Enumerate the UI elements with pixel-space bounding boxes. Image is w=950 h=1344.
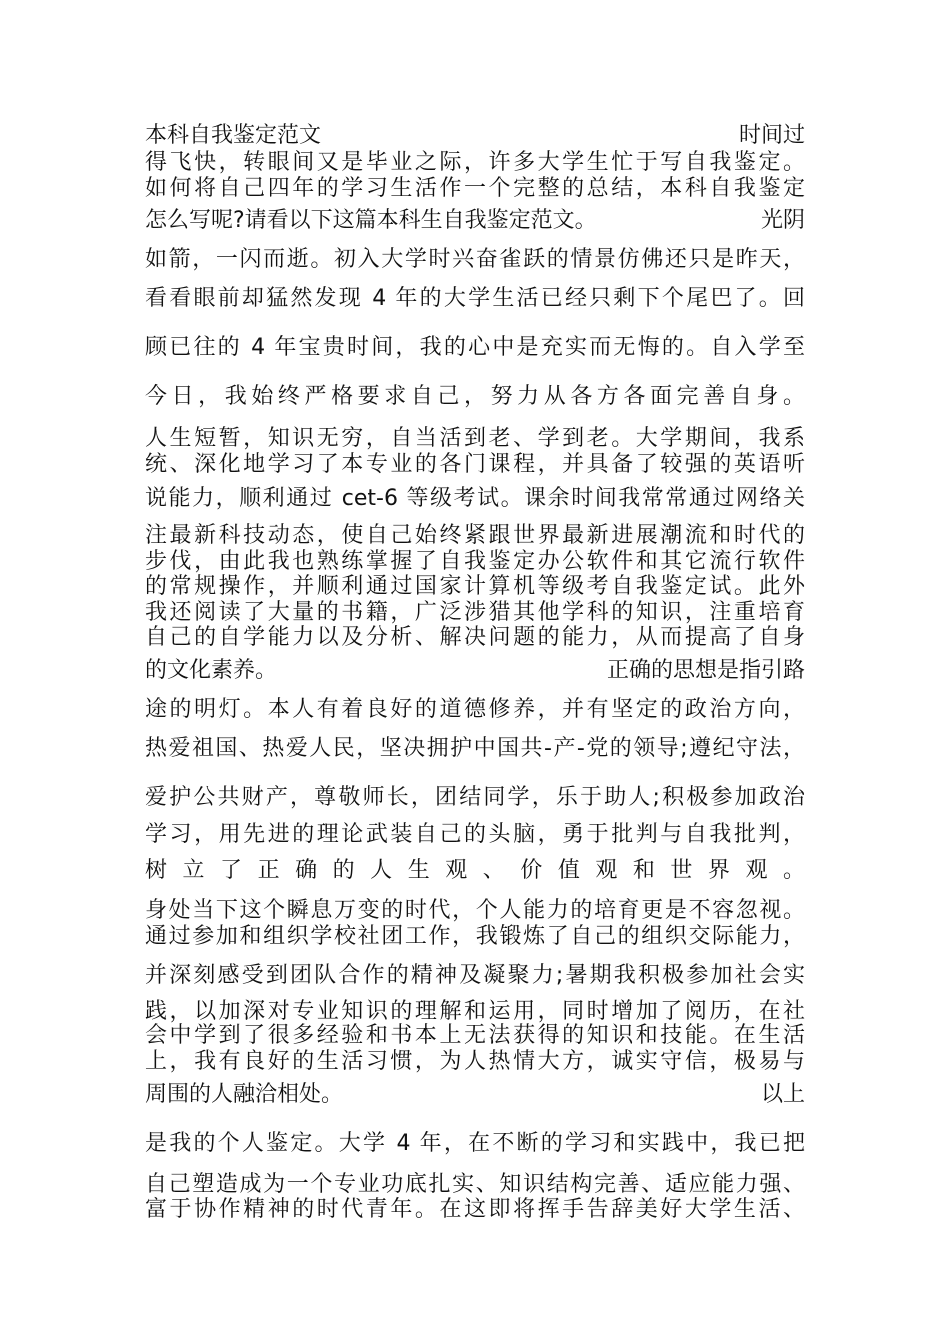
text-line: 看看眼前却猛然发现 4 年的大学生活已经只剩下个尾巴了。回 <box>145 286 805 311</box>
text-line: 自己塑造成为一个专业功底扎实、知识结构完善、适应能力强、 <box>145 1172 805 1197</box>
text-line: 身处当下这个瞬息万变的时代，个人能力的培育更是不容忽视。 <box>145 898 805 923</box>
text-line: 树立了正确的人生观、价值观和世界观。 <box>145 858 805 883</box>
text-line <box>145 656 805 686</box>
text-line: 统、深化地学习了本专业的各门课程，并具备了较强的英语听 <box>145 452 805 477</box>
text-line: 通过参加和组织学校社团工作，我锻炼了自己的组织交际能力， <box>145 924 805 949</box>
text-line: 自己的自学能力以及分析、解决问题的能力，从而提高了自身 <box>145 625 805 650</box>
text-line: 步伐，由此我也熟练掌握了自我鉴定办公软件和其它流行软件 <box>145 549 805 574</box>
text-line: 富于协作精神的时代青年。在这即将挥手告辞美好大学生活、 <box>145 1197 805 1222</box>
text-line: 是我的个人鉴定。大学 4 年，在不断的学习和实践中，我已把 <box>145 1131 805 1156</box>
text-line: 如何将自己四年的学习生活作一个完整的总结，本科自我鉴定 <box>145 176 805 201</box>
text-line: 途的明灯。本人有着良好的道德修养，并有坚定的政治方向， <box>145 697 805 722</box>
text-line <box>145 206 805 236</box>
text-line-title <box>145 121 805 151</box>
text-fragment: 的文化素养。 <box>145 658 278 683</box>
text-line: 上，我有良好的生活习惯，为人热情大方，诚实守信，极易与 <box>145 1049 805 1074</box>
text-line: 爱护公共财产，尊敬师长，团结同学，乐于助人;积极参加政治 <box>145 785 805 810</box>
text-line: 的常规操作，并顺利通过国家计算机等级考自我鉴定试。此外 <box>145 574 805 599</box>
text-line: 如箭，一闪而逝。初入大学时兴奋雀跃的情景仿佛还只是昨天， <box>145 247 805 272</box>
text-line: 会中学到了很多经验和书本上无法获得的知识和技能。在生活 <box>145 1023 805 1048</box>
text-line: 人生短暂，知识无穷，自当活到老、学到老。大学期间，我系 <box>145 426 805 451</box>
text-line: 得飞快，转眼间又是毕业之际，许多大学生忙于写自我鉴定。 <box>145 150 805 175</box>
text-line: 我还阅读了大量的书籍，广泛涉猎其他学科的知识，注重培育 <box>145 600 805 625</box>
text-line: 说能力，顺利通过 cet-6 等级考试。课余时间我常常通过网络关 <box>145 486 805 511</box>
text-line: 今日，我始终严格要求自己，努力从各方各面完善自身。 <box>145 384 805 409</box>
text-line: 顾已往的 4 年宝贵时间，我的心中是充实而无悔的。自入学至 <box>145 335 805 360</box>
text-line <box>145 1080 805 1110</box>
text-fragment: 以上 <box>760 1082 805 1107</box>
text-fragment: 光阴 <box>760 208 805 233</box>
text-fragment: 时间过 <box>738 123 805 148</box>
text-line: 注最新科技动态，使自己始终紧跟世界最新进展潮流和时代的 <box>145 523 805 548</box>
text-line: 践，以加深对专业知识的理解和运用，同时增加了阅历，在社 <box>145 999 805 1024</box>
text-line: 学习，用先进的理论武装自己的头脑，勇于批判与自我批判， <box>145 822 805 847</box>
text-fragment: 周围的人融洽相处。 <box>145 1082 344 1107</box>
text-fragment: 怎么写呢?请看以下这篇本科生自我鉴定范文。 <box>145 208 597 233</box>
text-fragment: 正确的思想是指引路 <box>606 658 805 683</box>
text-line: 热爱祖国、热爱人民，坚决拥护中国共-产-党的领导;遵纪守法， <box>145 736 805 761</box>
text-line: 并深刻感受到团队合作的精神及凝聚力;暑期我积极参加社会实 <box>145 963 805 988</box>
document-title: 本科自我鉴定范文 <box>145 123 322 148</box>
